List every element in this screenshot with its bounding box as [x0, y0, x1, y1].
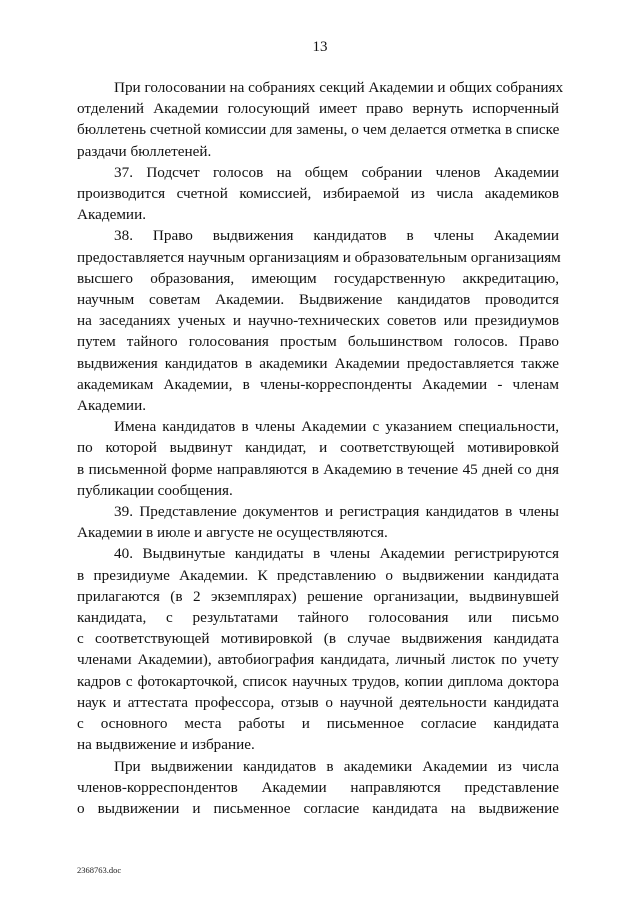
paragraph [77, 756, 559, 820]
paragraph [77, 162, 559, 226]
text-line: прилагаются (в 2 экземплярах) решение организации, выдвинувшей [77, 587, 559, 605]
text-line: научным советам Академии. Выдвижение кандидатов проводится [77, 291, 559, 309]
text-line: о выдвижении и письменное согласие кандидата на выдвижение [77, 799, 559, 817]
text-line: 39. Представление документов и регистрация кандидатов в члены [114, 503, 559, 521]
paragraph [77, 543, 559, 755]
text-line: путем тайного голосования простым большинством голосов. Право [77, 333, 559, 351]
paragraph [77, 416, 559, 501]
text-line: бюллетень счетной комиссии для замены, о чем делается отметка в списке [77, 121, 560, 139]
text-line: Имена кандидатов в члены Академии с указанием специальности, [114, 418, 559, 436]
text-line: академикам Академии, в члены-корреспонденты Академии - членам [77, 375, 559, 393]
text-line: Академии в июле и августе не осуществляются. [77, 524, 388, 542]
text-line: в письменной форме направляются в Академию в течение 45 дней со дня [77, 460, 559, 478]
text-line: в президиуме Академии. К представлению о выдвижении кандидата [77, 566, 559, 584]
text-line: членами Академии), автобиография кандидата, личный листок по учету [77, 651, 559, 669]
text-line: 38. Право выдвижения кандидатов в члены Академии [114, 227, 559, 245]
text-line: производится счетной комиссией, избираемой из числа академиков [77, 185, 559, 203]
text-line: с соответствующей мотивировкой (в случае выдвижения кандидата [77, 630, 559, 648]
text-line: При голосовании на собраниях секций Академии и общих собраниях [114, 79, 564, 96]
footer-file-name: 2368763.doc [77, 865, 122, 875]
text-line: по которой выдвинут кандидат, и соответствующей мотивировкой [77, 439, 559, 457]
text-line: Академии. [77, 206, 146, 224]
text-line: 40. Выдвинутые кандидаты в члены Академии регистрируются [114, 545, 559, 563]
text-line: высшего образования, имеющим государственную аккредитацию, [77, 269, 559, 287]
text-line: При выдвижении кандидатов в академики Академии из числа [114, 757, 559, 775]
text-line: на выдвижение и избрание. [77, 736, 255, 754]
text-line: отделений Академии голосующий имеет право вернуть испорченный [77, 100, 559, 118]
text-line: Академии. [77, 397, 146, 415]
text-line: на заседаниях ученых и научно-технических советов или президиумов [77, 312, 559, 330]
text-line: наук и аттестата профессора, отзыв о научной деятельности кандидата [77, 693, 559, 711]
text-line: выдвижения кандидатов в академики Академии предоставляется также [77, 354, 559, 372]
paragraph [77, 225, 559, 416]
text-line: кандидата, с результатами тайного голосования или письмо [77, 609, 559, 627]
text-line: членов-корреспондентов Академии направляются представление [77, 778, 559, 796]
document-body [77, 77, 564, 819]
text-line: с основного места работы и письменное согласие кандидата [77, 715, 559, 733]
text-line: 37. Подсчет голосов на общем собрании членов Академии [114, 163, 559, 181]
text-line: предоставляется научным организациям и образовательным организациям [77, 248, 561, 266]
paragraph [77, 501, 559, 543]
page-number: 13 [312, 39, 328, 55]
text-line: кадров с фотокарточкой, список научных трудов, копии диплома доктора [77, 672, 559, 690]
text-line: публикации сообщения. [77, 481, 233, 499]
paragraph [77, 77, 564, 162]
text-line: раздачи бюллетеней. [77, 142, 212, 160]
